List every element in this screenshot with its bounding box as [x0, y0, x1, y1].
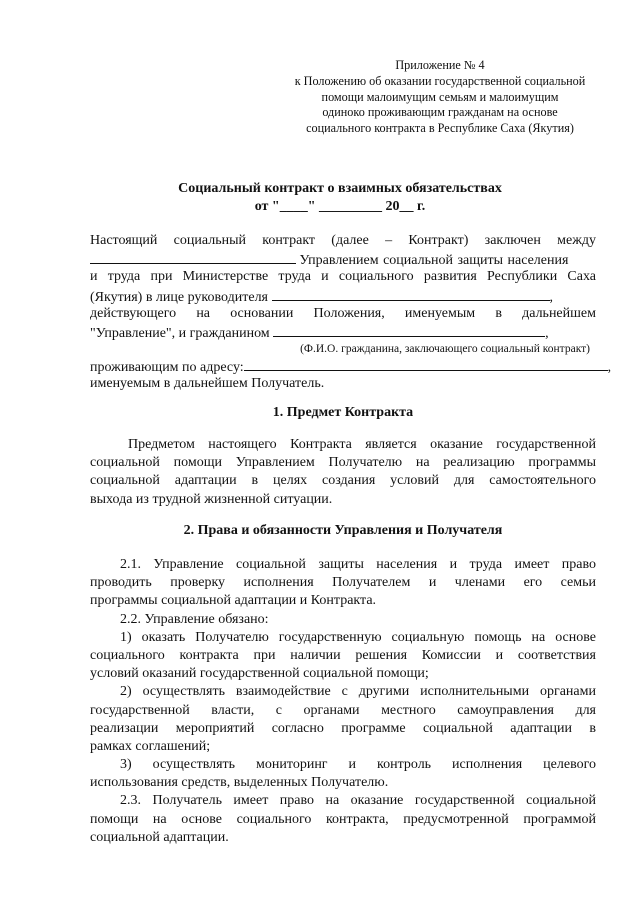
paragraph-line: реализации мероприятий согласно программе социальной адаптации в [90, 720, 596, 736]
title-main: Социальный контракт о взаимных обязательствах [178, 181, 502, 196]
paragraph-line: программы социальной адаптации и Контракта. [90, 593, 377, 609]
preamble-line: действующего на основании Положения, именуемым в дальнейшем [90, 305, 596, 321]
paragraph-line: условий оказаний государственной социальной помощи; [90, 666, 429, 682]
preamble [90, 232, 612, 394]
blank-line [273, 323, 545, 337]
appendix-line: к Положению об оказании государственной социальной [294, 73, 586, 88]
appendix-header [270, 58, 610, 137]
document-title [90, 180, 590, 216]
paragraph-line: выхода из трудной жизненной ситуации. [90, 491, 333, 507]
preamble-text: Управлением социальной защиты населения [299, 253, 569, 269]
preamble-text: проживающим по адресу: [90, 360, 244, 376]
paragraph-line: 2) осуществлять взаимодействие с другими исполнительными органами [120, 684, 596, 700]
fio-caption: (Ф.И.О. гражданина, заключающего социальный контракт) [300, 343, 590, 356]
paragraph-line: 2.1. Управление социальной защиты населения и труда имеет право [120, 557, 596, 572]
paragraph-line: проводить проверку исполнения Получателем и членами его семьи [90, 575, 596, 591]
appendix-line: одиноко проживающим гражданам на основе [322, 105, 558, 120]
paragraph-line: социальной адаптации. [90, 829, 229, 845]
paragraph-line: социальной помощи Управлением Получателю на реализацию программы [90, 455, 596, 471]
appendix-line: социального контракта в Республике Саха (Якутия) [306, 121, 574, 136]
paragraph-line: 2.2. Управление обязано: [120, 611, 269, 627]
blank-line [272, 287, 550, 301]
blank-line [90, 250, 296, 264]
paragraph-line: помощи на основе социального контракта, предусмотренной программой [90, 811, 596, 827]
preamble-line: именуемым в дальнейшем Получатель. [90, 376, 325, 392]
preamble-text: "Управление", и гражданином [90, 325, 270, 341]
blank-line [244, 357, 608, 371]
preamble-line: Настоящий социальный контракт (далее – Контракт) заключен между [90, 233, 596, 248]
paragraph-line: 1) оказать Получателю государственную социальную помощь на основе [120, 629, 596, 645]
preamble-line: проживающим по адресу: , [90, 357, 596, 375]
paragraph-line: социального контракта при наличии решения Комиссии и соответствия [90, 647, 596, 663]
section-2-text [90, 556, 596, 847]
paragraph-line: 2.3. Получатель имеет право на оказание государственной социальной [120, 793, 596, 809]
appendix-number: Приложение № 4 [395, 58, 485, 72]
paragraph-line: Предметом настоящего Контракта является оказание государственной [128, 437, 596, 452]
paragraph-line: использования средств, выделенных Получателю. [90, 775, 389, 791]
section-1-text [90, 436, 596, 509]
section-heading: 2. Права и обязанности Управления и Получателя [183, 523, 503, 538]
preamble-line: "Управление", и гражданином , [90, 323, 596, 341]
paragraph-line: социальной адаптации в целях создания условий для самостоятельного [90, 473, 596, 489]
paragraph-line: 3) осуществлять мониторинг и контроль исполнения целевого [120, 757, 596, 773]
preamble-line [90, 250, 596, 268]
section-2 [90, 522, 596, 540]
title-date: от "____" _________ 20__ г. [254, 199, 426, 214]
preamble-line: и труда при Министерстве труда и социального развития Республики Саха [90, 269, 596, 285]
section-1 [90, 404, 596, 422]
preamble-text: (Якутия) в лице руководителя [90, 289, 269, 305]
preamble-line: (Якутия) в лице руководителя , [90, 287, 596, 305]
appendix-line: помощи малоимущим семьям и малоимущим [321, 89, 559, 104]
paragraph-line: рамках соглашений; [90, 738, 211, 754]
section-heading: 1. Предмет Контракта [272, 405, 414, 420]
paragraph-line: государственной власти, с органами местного самоуправления для [90, 702, 596, 718]
